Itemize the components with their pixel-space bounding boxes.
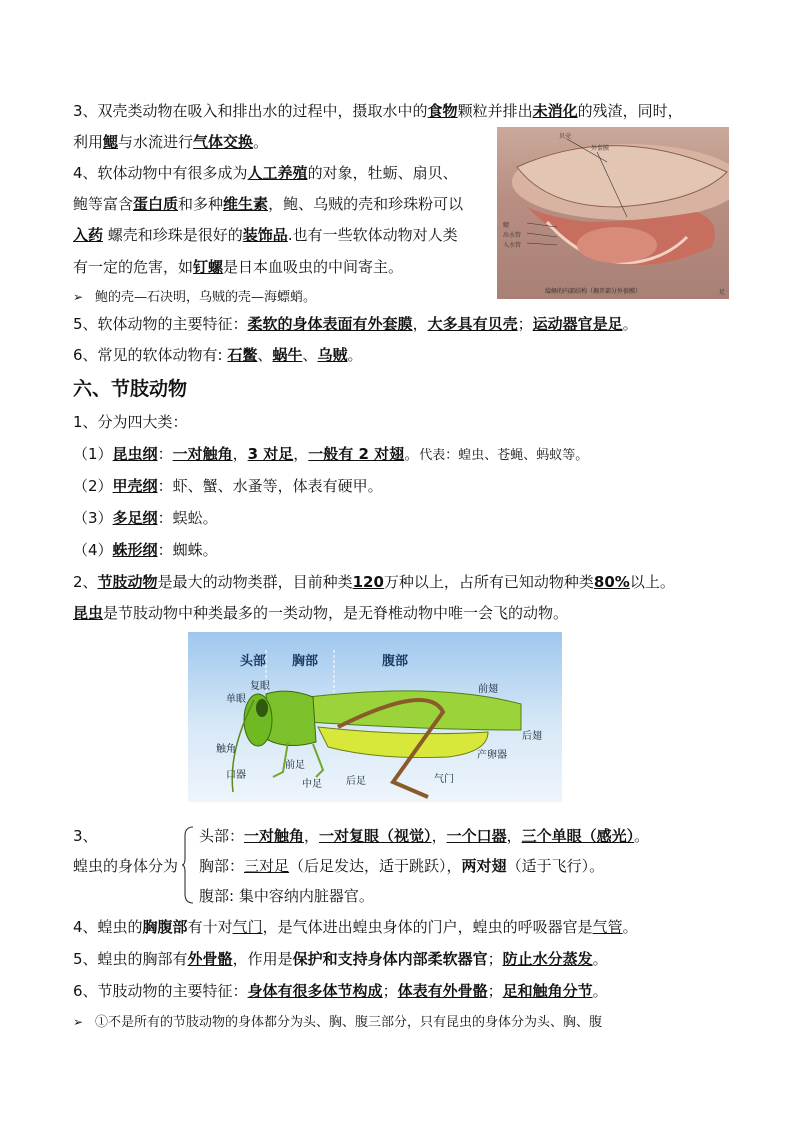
keyword-antennae: 一对触角 bbox=[172, 445, 233, 463]
text: 头部： bbox=[199, 827, 245, 845]
text: ， bbox=[304, 827, 320, 845]
para-insects bbox=[73, 602, 568, 624]
keyword-mouthpart: 一个口器 bbox=[446, 827, 507, 845]
para-four-classes: 1、分为四大类： bbox=[73, 413, 188, 431]
text: ； bbox=[382, 982, 398, 1000]
text: 和多种 bbox=[178, 195, 224, 213]
keyword-jointed-legs: 足和触角分节 bbox=[502, 982, 593, 1000]
para-bivalve-2 bbox=[73, 131, 268, 153]
para-bivalve-1 bbox=[73, 100, 683, 122]
keyword-segments: 身体有很多体节构成 bbox=[247, 982, 383, 1000]
class-myriapoda bbox=[73, 507, 218, 529]
text: ：虾、蟹、水蚤等，体表有硬甲。 bbox=[157, 477, 383, 495]
keyword-gas-exchange: 气体交换 bbox=[193, 133, 254, 151]
keyword-spiracle: 气门 bbox=[232, 918, 263, 936]
keyword-80-percent: 80% bbox=[593, 573, 630, 591]
label-hindwing: 后翅 bbox=[522, 731, 542, 742]
text: 螺壳和珍珠是很好的 bbox=[103, 226, 243, 244]
text: 利用 bbox=[73, 133, 104, 151]
text: ，是气体进出蝗虫身体的门户，蝗虫的呼吸器官是 bbox=[262, 918, 593, 936]
text: （1） bbox=[73, 445, 113, 463]
brace-icon bbox=[181, 826, 195, 904]
label-antenna: 触角 bbox=[216, 744, 236, 755]
label-foreleg: 前足 bbox=[285, 760, 305, 771]
clam-caption: 缢蛏的内部结构（揭开部分外套膜） bbox=[545, 288, 642, 295]
keyword-medicine: 入药 bbox=[73, 226, 104, 244]
body-part-head bbox=[199, 825, 649, 847]
keyword-shell: 大多具有贝壳 bbox=[427, 315, 518, 333]
keyword-antennae-pair: 一对触角 bbox=[244, 827, 305, 845]
keyword-vitamin: 维生素 bbox=[223, 195, 269, 213]
note-text: ①不是所有的节肢动物的身体都分为头、胸、腹三部分，只有昆虫的身体分为头、胸、腹 bbox=[95, 1015, 603, 1030]
text: ， bbox=[293, 445, 309, 463]
text: 。 bbox=[592, 950, 608, 968]
keyword-120: 120 bbox=[352, 573, 384, 591]
para-3-number: 3、 bbox=[73, 827, 98, 845]
para-mollusk-use-4 bbox=[73, 256, 403, 278]
keyword-gill: 鳃 bbox=[103, 133, 119, 151]
text: 。 bbox=[634, 827, 650, 845]
class-insecta bbox=[73, 443, 588, 467]
text: 6、节肢动物的主要特征： bbox=[73, 982, 248, 1000]
clam-structure-photo bbox=[497, 127, 729, 299]
keyword-myriapoda: 多足纲 bbox=[112, 509, 158, 527]
text: ：蜘蛛。 bbox=[157, 541, 218, 559]
label-shell: 贝壳 bbox=[559, 133, 572, 140]
para-mollusk-use-3 bbox=[73, 224, 458, 246]
label-thorax-region: 胸部 bbox=[292, 654, 319, 669]
section-title-arthropods: 六、节肢动物 bbox=[73, 378, 188, 400]
keyword-oncomelania: 钉螺 bbox=[193, 258, 224, 276]
label-mouthparts: 口器 bbox=[226, 770, 246, 781]
text: ，鲍、乌贼的壳和珍珠粉可以 bbox=[268, 195, 464, 213]
para-mollusk-feature bbox=[73, 313, 638, 335]
text: 腹部: bbox=[199, 887, 239, 905]
text: ： bbox=[157, 445, 173, 463]
text: ， bbox=[412, 315, 428, 333]
text: ， bbox=[431, 827, 447, 845]
keyword-farming: 人工养殖 bbox=[247, 164, 308, 182]
text: ，作用是 bbox=[232, 950, 293, 968]
keyword-undigested: 未消化 bbox=[532, 102, 578, 120]
text: 。 bbox=[622, 918, 638, 936]
text: ， bbox=[232, 445, 248, 463]
body-part-thorax bbox=[199, 855, 604, 877]
text: .也有一些软体动物对人类 bbox=[287, 226, 458, 244]
note-text: 鲍的壳—石决明，乌贼的壳—海螵蛸。 bbox=[95, 290, 317, 305]
keyword-thorax-abdomen: 胸腹部 bbox=[142, 918, 188, 936]
text: 、 bbox=[257, 346, 273, 364]
note-shell bbox=[73, 285, 316, 309]
para-mollusk-use-2 bbox=[73, 193, 463, 215]
text: （后足发达，适于跳跃）， bbox=[289, 857, 462, 875]
text: 与水流进行 bbox=[118, 133, 194, 151]
keyword-prevent-evaporation: 防止水分蒸发 bbox=[502, 950, 593, 968]
text: （3） bbox=[73, 509, 113, 527]
text: 是节肢动物中种类最多的一类动物，是无脊椎动物中唯一会飞的动物。 bbox=[103, 604, 569, 622]
label-forewing: 前翅 bbox=[478, 684, 498, 695]
keyword-trachea: 气管 bbox=[592, 918, 623, 936]
text: 6、常见的软体动物有: bbox=[73, 346, 228, 364]
body-parts-label: 蝗虫的身体分为 bbox=[73, 857, 179, 875]
para-exoskeleton bbox=[73, 948, 608, 970]
label-compound-eye: 复眼 bbox=[250, 681, 270, 692]
text: （4） bbox=[73, 541, 113, 559]
label-foot: 足 bbox=[719, 289, 726, 296]
label-gill: 鳃 bbox=[503, 222, 510, 229]
text: 、 bbox=[302, 346, 318, 364]
keyword-insects: 昆虫 bbox=[73, 604, 104, 622]
text: 5、蝗虫的胸部有 bbox=[73, 950, 188, 968]
note-body-division bbox=[73, 1010, 602, 1034]
keyword-insecta: 昆虫纲 bbox=[112, 445, 158, 463]
text: 4、蝗虫的 bbox=[73, 918, 143, 936]
text: 以上。 bbox=[629, 573, 675, 591]
grasshopper-diagram bbox=[188, 632, 562, 802]
keyword-crustacea: 甲壳纲 bbox=[112, 477, 158, 495]
keyword-arachnida: 蛛形纲 bbox=[112, 541, 158, 559]
keyword-wings: 一般有 2 对翅 bbox=[308, 445, 405, 463]
keyword-food: 食物 bbox=[427, 102, 458, 120]
text: ； bbox=[517, 315, 533, 333]
text: 鲍等富含 bbox=[73, 195, 134, 213]
text: ， bbox=[506, 827, 522, 845]
keyword-compound-eyes: 一对复眼（视觉） bbox=[319, 827, 432, 845]
para-mollusk-use-1 bbox=[73, 162, 458, 184]
text: （2） bbox=[73, 477, 113, 495]
text: 有一定的危害，如 bbox=[73, 258, 194, 276]
keyword-chiton: 石鳖 bbox=[227, 346, 258, 364]
text: 。 bbox=[592, 982, 608, 1000]
para-arthropod-feature bbox=[73, 980, 608, 1002]
keyword-snail: 蜗牛 bbox=[272, 346, 303, 364]
text: 万种以上，占所有已知动物种类 bbox=[383, 573, 594, 591]
keyword-arthropods: 节肢动物 bbox=[97, 573, 158, 591]
text: 。 bbox=[347, 346, 363, 364]
keyword-exoskeleton-2: 体表有外骨骼 bbox=[397, 982, 488, 1000]
label-ovipositor: 产卵器 bbox=[477, 750, 507, 761]
text: 。 bbox=[404, 445, 420, 463]
label-spiracle: 气门 bbox=[434, 774, 454, 785]
keyword-protect-support: 保护和支持身体内部柔软器官 bbox=[292, 950, 488, 968]
para-spiracles bbox=[73, 916, 638, 938]
keyword-two-wings: 两对翅 bbox=[461, 857, 507, 875]
label-simple-eye: 单眼 bbox=[226, 694, 246, 705]
text: 集中容纳内脏器官。 bbox=[238, 887, 374, 905]
class-arachnida bbox=[73, 539, 218, 561]
keyword-foot: 运动器官是足 bbox=[532, 315, 623, 333]
keyword-ornament: 装饰品 bbox=[242, 226, 288, 244]
label-outflow-tube: 出水管 bbox=[503, 232, 522, 239]
class-crustacea bbox=[73, 475, 383, 497]
text: 5、软体动物的主要特征： bbox=[73, 315, 248, 333]
text: ； bbox=[487, 982, 503, 1000]
para-largest-group bbox=[73, 571, 675, 593]
label-inflow-tube: 入水管 bbox=[503, 242, 522, 249]
keyword-mantle: 柔软的身体表面有外套膜 bbox=[247, 315, 413, 333]
label-abdomen-region: 腹部 bbox=[382, 654, 409, 669]
text: 胸部： bbox=[199, 857, 245, 875]
text: 是日本血吸虫的中间寄主。 bbox=[223, 258, 404, 276]
label-head-region: 头部 bbox=[240, 654, 267, 669]
text: 有十对 bbox=[187, 918, 233, 936]
text: 。 bbox=[622, 315, 638, 333]
text: 3、双壳类动物在吸入和排出水的过程中，摄取水中的 bbox=[73, 102, 428, 120]
text: ：蜈蚣。 bbox=[157, 509, 218, 527]
text: ； bbox=[487, 950, 503, 968]
label-midleg: 中足 bbox=[302, 779, 322, 790]
text: 。 bbox=[253, 133, 269, 151]
label-hindleg: 后足 bbox=[346, 776, 366, 787]
para-mollusk-examples bbox=[73, 344, 362, 366]
text: 是最大的动物类群，目前种类 bbox=[157, 573, 353, 591]
keyword-exoskeleton: 外骨骼 bbox=[187, 950, 233, 968]
label-mantle: 外套膜 bbox=[591, 145, 610, 152]
examples-note: 代表：蝗虫、苍蝇、蚂蚁等。 bbox=[419, 448, 589, 463]
text: 的残渣，同时， bbox=[577, 102, 683, 120]
keyword-legs: 3 对足 bbox=[247, 445, 294, 463]
text: 2、 bbox=[73, 573, 98, 591]
text: （适于飞行）。 bbox=[506, 857, 605, 875]
arrow-bullet-icon: ➢ bbox=[73, 290, 84, 304]
keyword-three-legs: 三对足 bbox=[244, 857, 290, 875]
clam-illustration bbox=[497, 127, 729, 299]
text: 4、软体动物中有很多成为 bbox=[73, 164, 248, 182]
keyword-protein: 蛋白质 bbox=[133, 195, 179, 213]
body-part-abdomen bbox=[199, 885, 374, 907]
text: 的对象，牡蛎、扇贝、 bbox=[307, 164, 458, 182]
keyword-simple-eyes: 三个单眼（感光） bbox=[521, 827, 635, 845]
arrow-bullet-icon: ➢ bbox=[73, 1015, 84, 1029]
text: 颗粒并排出 bbox=[457, 102, 533, 120]
keyword-squid: 乌贼 bbox=[317, 346, 348, 364]
